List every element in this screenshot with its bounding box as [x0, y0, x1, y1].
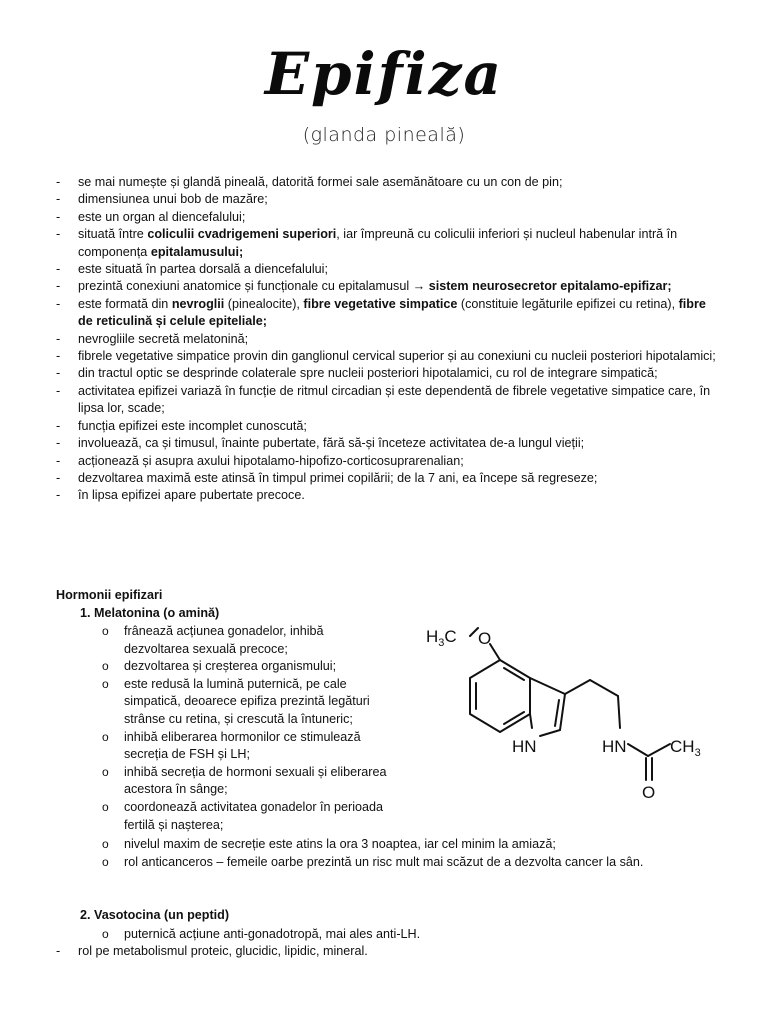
list-item: - funcția epifizei este incomplet cunoscută; [56, 418, 307, 433]
label-o-carbonyl: O [642, 783, 656, 802]
label-h3c: $H_3C$ [426, 627, 457, 649]
list-item: - dimensiunea unui bob de mazăre; [56, 192, 268, 207]
melatonin-heading: 1. Melatonina (o amină) [80, 606, 220, 620]
list-item: - nevrogliile secretă melatonină; [56, 331, 249, 346]
chain-bond [565, 680, 590, 694]
page-subtitle: (glanda pineală) [302, 124, 466, 146]
facts-list [56, 174, 716, 505]
list-item: - dezvoltarea maximă este atinsă în timpul primei copilării; de la 7 ani, ea începe să regreseze; [56, 470, 598, 485]
list-item: - se mai numește și glandă pineală, datorită formei sale asemănătoare cu un con de pin; [56, 175, 563, 189]
chain-bond [618, 696, 620, 728]
list-item: - fibrele vegetative simpatice provin din ganglionul cervical superior și au conexiuni cu nucleii posteriori hipotalamici; [56, 349, 716, 364]
list-item: o este redusă la lumină puternică, pe cale simpatică, deoarece epifiza prezintă legături strânse cu retina, și crescută la întuneric; [102, 676, 370, 726]
benzene-double-bond [504, 668, 524, 680]
list-item: - este situată în partea dorsală a diencefalului; [56, 262, 328, 277]
list-item: o coordonează activitatea gonadelor în perioada fertilă și nașterea; [102, 799, 384, 832]
melatonin-list-wide [102, 836, 722, 871]
hormones-section-title: Hormonii epifizari [56, 588, 163, 602]
amide-bond [628, 744, 648, 756]
list-item: - situată între coliculii cvadrigemeni superiori, iar împreună cu coliculii inferiori și nucleul habenular intră în componența epitalamusului; [56, 227, 678, 259]
label-o-methoxy: O [478, 629, 492, 648]
bond-o-ring [490, 644, 500, 660]
list-item: - prezintă conexiuni anatomice și funcționale cu epitalamusul → sistem neurosecretor epitalamo-epifizar; [56, 279, 672, 294]
list-item: o inhibă eliberarea hormonilor ce stimulează secreția de FSH și LH; [102, 729, 361, 762]
page-title: Epifiza [264, 40, 504, 108]
label-hn-ring: HN [512, 737, 537, 756]
melatonin-list-narrow [102, 623, 392, 834]
list-item: o nivelul maxim de secreție este atins la ora 3 noaptea, iar cel minim la amiază; [102, 837, 556, 851]
pyrrole-bond [560, 694, 565, 730]
list-item: o inhibă secreția de hormoni sexuali și eliberarea acestora în sânge; [102, 764, 387, 797]
list-item: o puternică acțiune anti-gonadotropă, mai ales anti-LH. [102, 927, 421, 941]
pyrrole-bond-nh [540, 730, 560, 736]
pyrrole-bond-nh2 [530, 714, 532, 728]
list-item: o rol anticanceros – femeile oarbe prezintă un risc mult mai scăzut de a dezvolta cancer la sân. [102, 854, 644, 869]
list-item: - din tractul optic se desprinde colaterale spre nucleii posteriori hipotalamici, cu rol de integrare simpatică; [56, 366, 658, 381]
list-item: - involuează, ca și timusul, înainte pubertate, fără să-și înceteze activitatea de-a lungul vieții; [56, 436, 585, 451]
list-item: - acționează și asupra axului hipotalamo-hipofizo-corticosuprarenalian; [56, 453, 464, 468]
bond-methyl-o [470, 628, 478, 636]
pyrrole-bond [530, 678, 565, 694]
label-hn-chain: HN [602, 737, 627, 756]
final-bullet: - rol pe metabolismul proteic, glucidic, lipidic, mineral. [56, 944, 368, 958]
benzene-ring [470, 660, 530, 732]
vasotocin-heading: 2. Vasotocina (un peptid) [80, 908, 230, 922]
list-item: - în lipsa epifizei apare pubertate precoce. [56, 488, 305, 503]
pyrrole-double-bond [555, 700, 559, 726]
label-ch3: $CH_3$ [670, 737, 701, 759]
list-item: - activitatea epifizei variază în funcție de ritmul circadian și este dependentă de fibrele vegetative simpatice care, în lipsa lor, scade; [56, 383, 711, 416]
benzene-double-bond [504, 712, 524, 724]
list-item: - este formată din nevroglii (pinealocite), fibre vegetative simpatice (constituie legăturile epifizei cu retina), fibre de reticulină și celule epiteliale; [56, 296, 706, 329]
list-item: o dezvoltarea și creșterea organismului; [102, 659, 337, 674]
melatonin-structure-diagram [420, 616, 720, 806]
chain-bond [590, 680, 618, 696]
list-item: o frânează acțiunea gonadelor, inhibă dezvoltarea sexuală precoce; [102, 624, 324, 656]
amide-bond-ch3 [648, 744, 670, 756]
vasotocin-list [102, 926, 662, 944]
list-item: - este un organ al diencefalului; [56, 209, 246, 224]
